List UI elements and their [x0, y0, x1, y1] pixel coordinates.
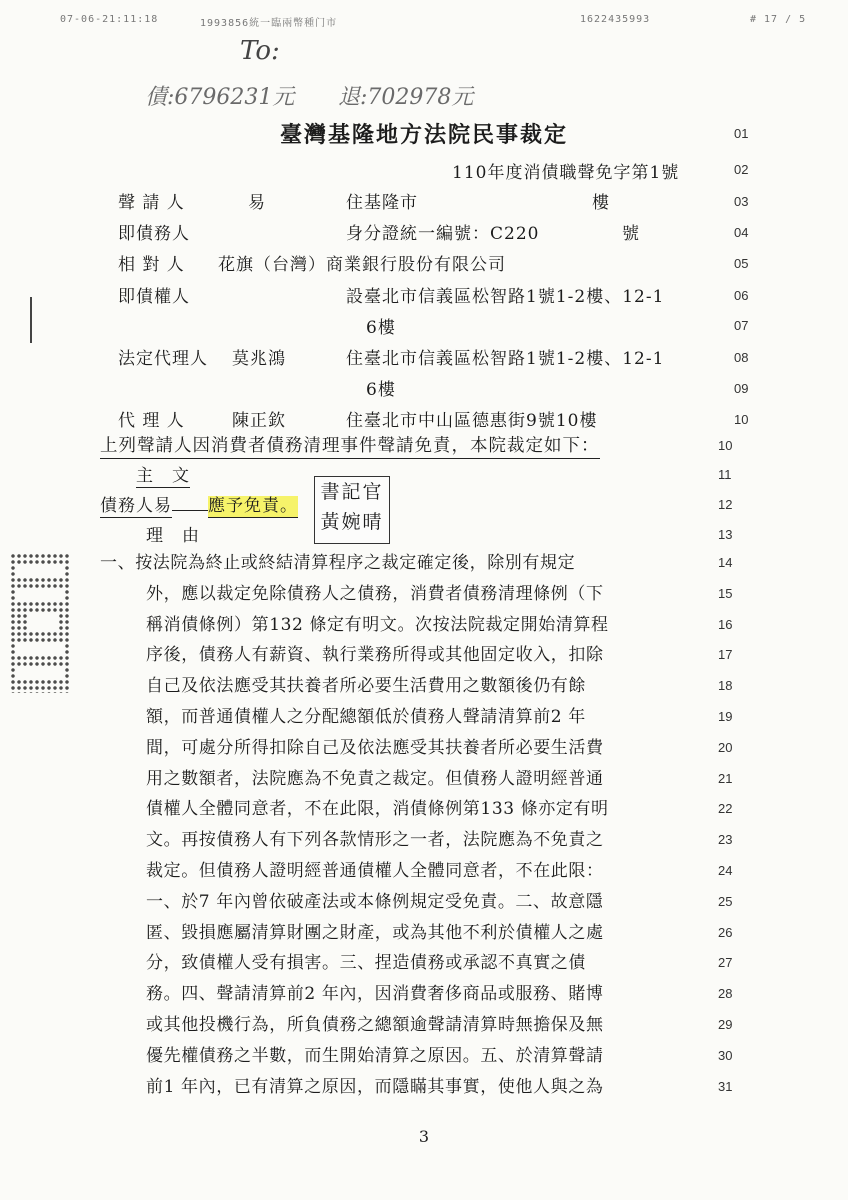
body-line: 匿、毀損應屬清算財團之財產，或為其他不利於債權人之處 [146, 922, 604, 943]
line-number: 27 [718, 955, 733, 971]
party-address: 住臺北市中山區德惠街9號10樓 [346, 411, 598, 431]
line-number: 22 [718, 801, 733, 817]
fax-number: 1622435993 [580, 14, 651, 25]
party-name: 花旗（台灣）商業銀行股份有限公司 [218, 255, 506, 275]
body-line: 或其他投機行為，所負債務之總額逾聲請清算時無擔保及無 [146, 1014, 604, 1035]
line-number: 09 [734, 381, 749, 396]
stamp-name: 黃婉晴 [320, 511, 384, 533]
fax-sender: 1993856統一臨兩幣種门市 [200, 18, 338, 29]
line-number: 13 [718, 527, 733, 542]
party-label: 代 理 人 [118, 411, 185, 431]
ruling-line [100, 491, 298, 516]
line-number: 16 [718, 616, 733, 632]
line-number: 26 [718, 924, 733, 940]
fax-timestamp: 07-06-21:11:18 [60, 14, 159, 25]
ruling-blank [172, 509, 208, 511]
body-line: 裁定。但債務人證明經普通債權人全體同意者，不在此限： [146, 860, 604, 881]
party-label: 法定代理人 [118, 349, 208, 369]
line-number: 20 [718, 739, 733, 755]
line-number: 15 [718, 585, 733, 601]
binding-holes [10, 553, 70, 693]
fax-page: # 17 / 5 [750, 14, 807, 25]
line-number: 23 [718, 832, 733, 848]
body-line: 間，可處分所得扣除自己及依法應受其扶養者所必要生活費 [146, 737, 604, 758]
body-line: 務。四、聲請清算前2 年內，因消費奢侈商品或服務、賭博 [146, 984, 604, 1005]
line-number: 17 [718, 647, 733, 663]
body-line: 一、按法院為終止或終結清算程序之裁定確定後，除別有規定 [100, 553, 576, 573]
page-number: 3 [418, 1127, 430, 1146]
stamp-title: 書記官 [320, 481, 384, 503]
party-address-cont: 6樓 [366, 318, 396, 338]
body-line: 用之數額者，法院應為不免責之裁定。但債務人證明經普通 [146, 768, 604, 789]
handwritten-debt-note: 債:6796231元 [145, 85, 295, 110]
line-number: 10 [734, 412, 749, 427]
line-number: 21 [718, 770, 733, 786]
case-number: 110年度消債職聲免字第1號 [452, 163, 680, 183]
party-name: 陳正欽 [232, 411, 286, 431]
line-number: 10 [718, 438, 733, 453]
party-label: 聲 請 人 [118, 193, 185, 213]
clerk-stamp [314, 476, 390, 544]
body-line: 債權人全體同意者，不在此限，消債條例第133 條亦定有明 [146, 799, 609, 820]
main-text-heading: 主 文 [136, 461, 190, 488]
line-number: 06 [734, 288, 749, 303]
page-title: 臺灣基隆地方法院民事裁定 [279, 122, 568, 148]
party-address: 住臺北市信義區松智路1號1-2樓、12-1 [346, 349, 665, 369]
body-line-numbers [718, 548, 748, 1102]
line-number: 24 [718, 862, 733, 878]
body-line: 序後，債務人有薪資、執行業務所得或其他固定收入，扣除 [146, 645, 604, 666]
line-number: 19 [718, 708, 733, 724]
line-number: 03 [734, 194, 749, 209]
party-name: 易 [248, 193, 266, 213]
line-number: 29 [718, 1016, 733, 1032]
line-number: 07 [734, 318, 749, 333]
line-number: 25 [718, 893, 733, 909]
line-number: 08 [734, 350, 749, 365]
line-number: 05 [734, 256, 749, 271]
body-line: 自己及依法應受其扶養者所必要生活費用之數額後仍有餘 [146, 676, 586, 697]
reason-heading: 理 由 [146, 526, 200, 546]
line-number: 12 [718, 497, 733, 512]
margin-mark [30, 297, 32, 343]
body-line: 稱消債條例）第132 條定有明文。次按法院裁定開始清算程 [146, 614, 609, 635]
fax-header [60, 14, 820, 30]
ruling-debtor: 債務人易 [100, 496, 172, 516]
line-number: 04 [734, 225, 749, 240]
line-number: 18 [718, 678, 733, 694]
party-label: 即債權人 [118, 287, 190, 307]
line-number: 28 [718, 986, 733, 1002]
party-label: 即債務人 [118, 224, 190, 244]
line-number: 11 [718, 467, 732, 482]
line-number: 14 [718, 555, 733, 570]
party-address: 設臺北市信義區松智路1號1-2樓、12-1 [346, 287, 665, 307]
ruling-statement: 上列聲請人因消費者債務清理事件聲請免責，本院裁定如下： [100, 432, 600, 459]
line-number: 02 [734, 162, 749, 177]
line-number: 30 [718, 1047, 733, 1063]
body-line: 優先權債務之半數，而生開始清算之原因。五、於清算聲請 [146, 1045, 604, 1066]
party-name: 莫兆鴻 [232, 349, 286, 369]
ruling-discharge: 應予免責。 [208, 496, 298, 516]
handwritten-to: To: [240, 36, 280, 66]
party-detail-end: 樓 [592, 193, 610, 213]
handwritten-refund-note: 退:702978元 [338, 85, 474, 110]
party-label: 相 對 人 [118, 255, 185, 275]
body-line: 分，致債權人受有損害。三、捏造債務或承認不真實之債 [146, 953, 586, 974]
body-line: 額，而普通債權人之分配總額低於債務人聲請清算前2 年 [146, 706, 586, 727]
party-address-cont: 6樓 [366, 380, 396, 400]
party-detail: 住基隆市 [346, 193, 418, 213]
reason-body [100, 548, 720, 1102]
body-line: 前1 年內，已有清算之原因，而隱瞞其事實，使他人與之為 [146, 1076, 604, 1097]
line-number: 31 [718, 1078, 733, 1094]
line-number: 01 [734, 126, 749, 141]
party-id: 身分證統一編號：C220 [346, 224, 540, 244]
body-line: 文。再按債務人有下列各款情形之一者，法院應為不免責之 [146, 830, 604, 851]
party-detail-end: 號 [622, 224, 640, 244]
body-line: 外，應以裁定免除債務人之債務，消費者債務清理條例（下 [146, 583, 604, 604]
body-line: 一、於7 年內曾依破產法或本條例規定受免責。二、故意隱 [146, 891, 604, 912]
